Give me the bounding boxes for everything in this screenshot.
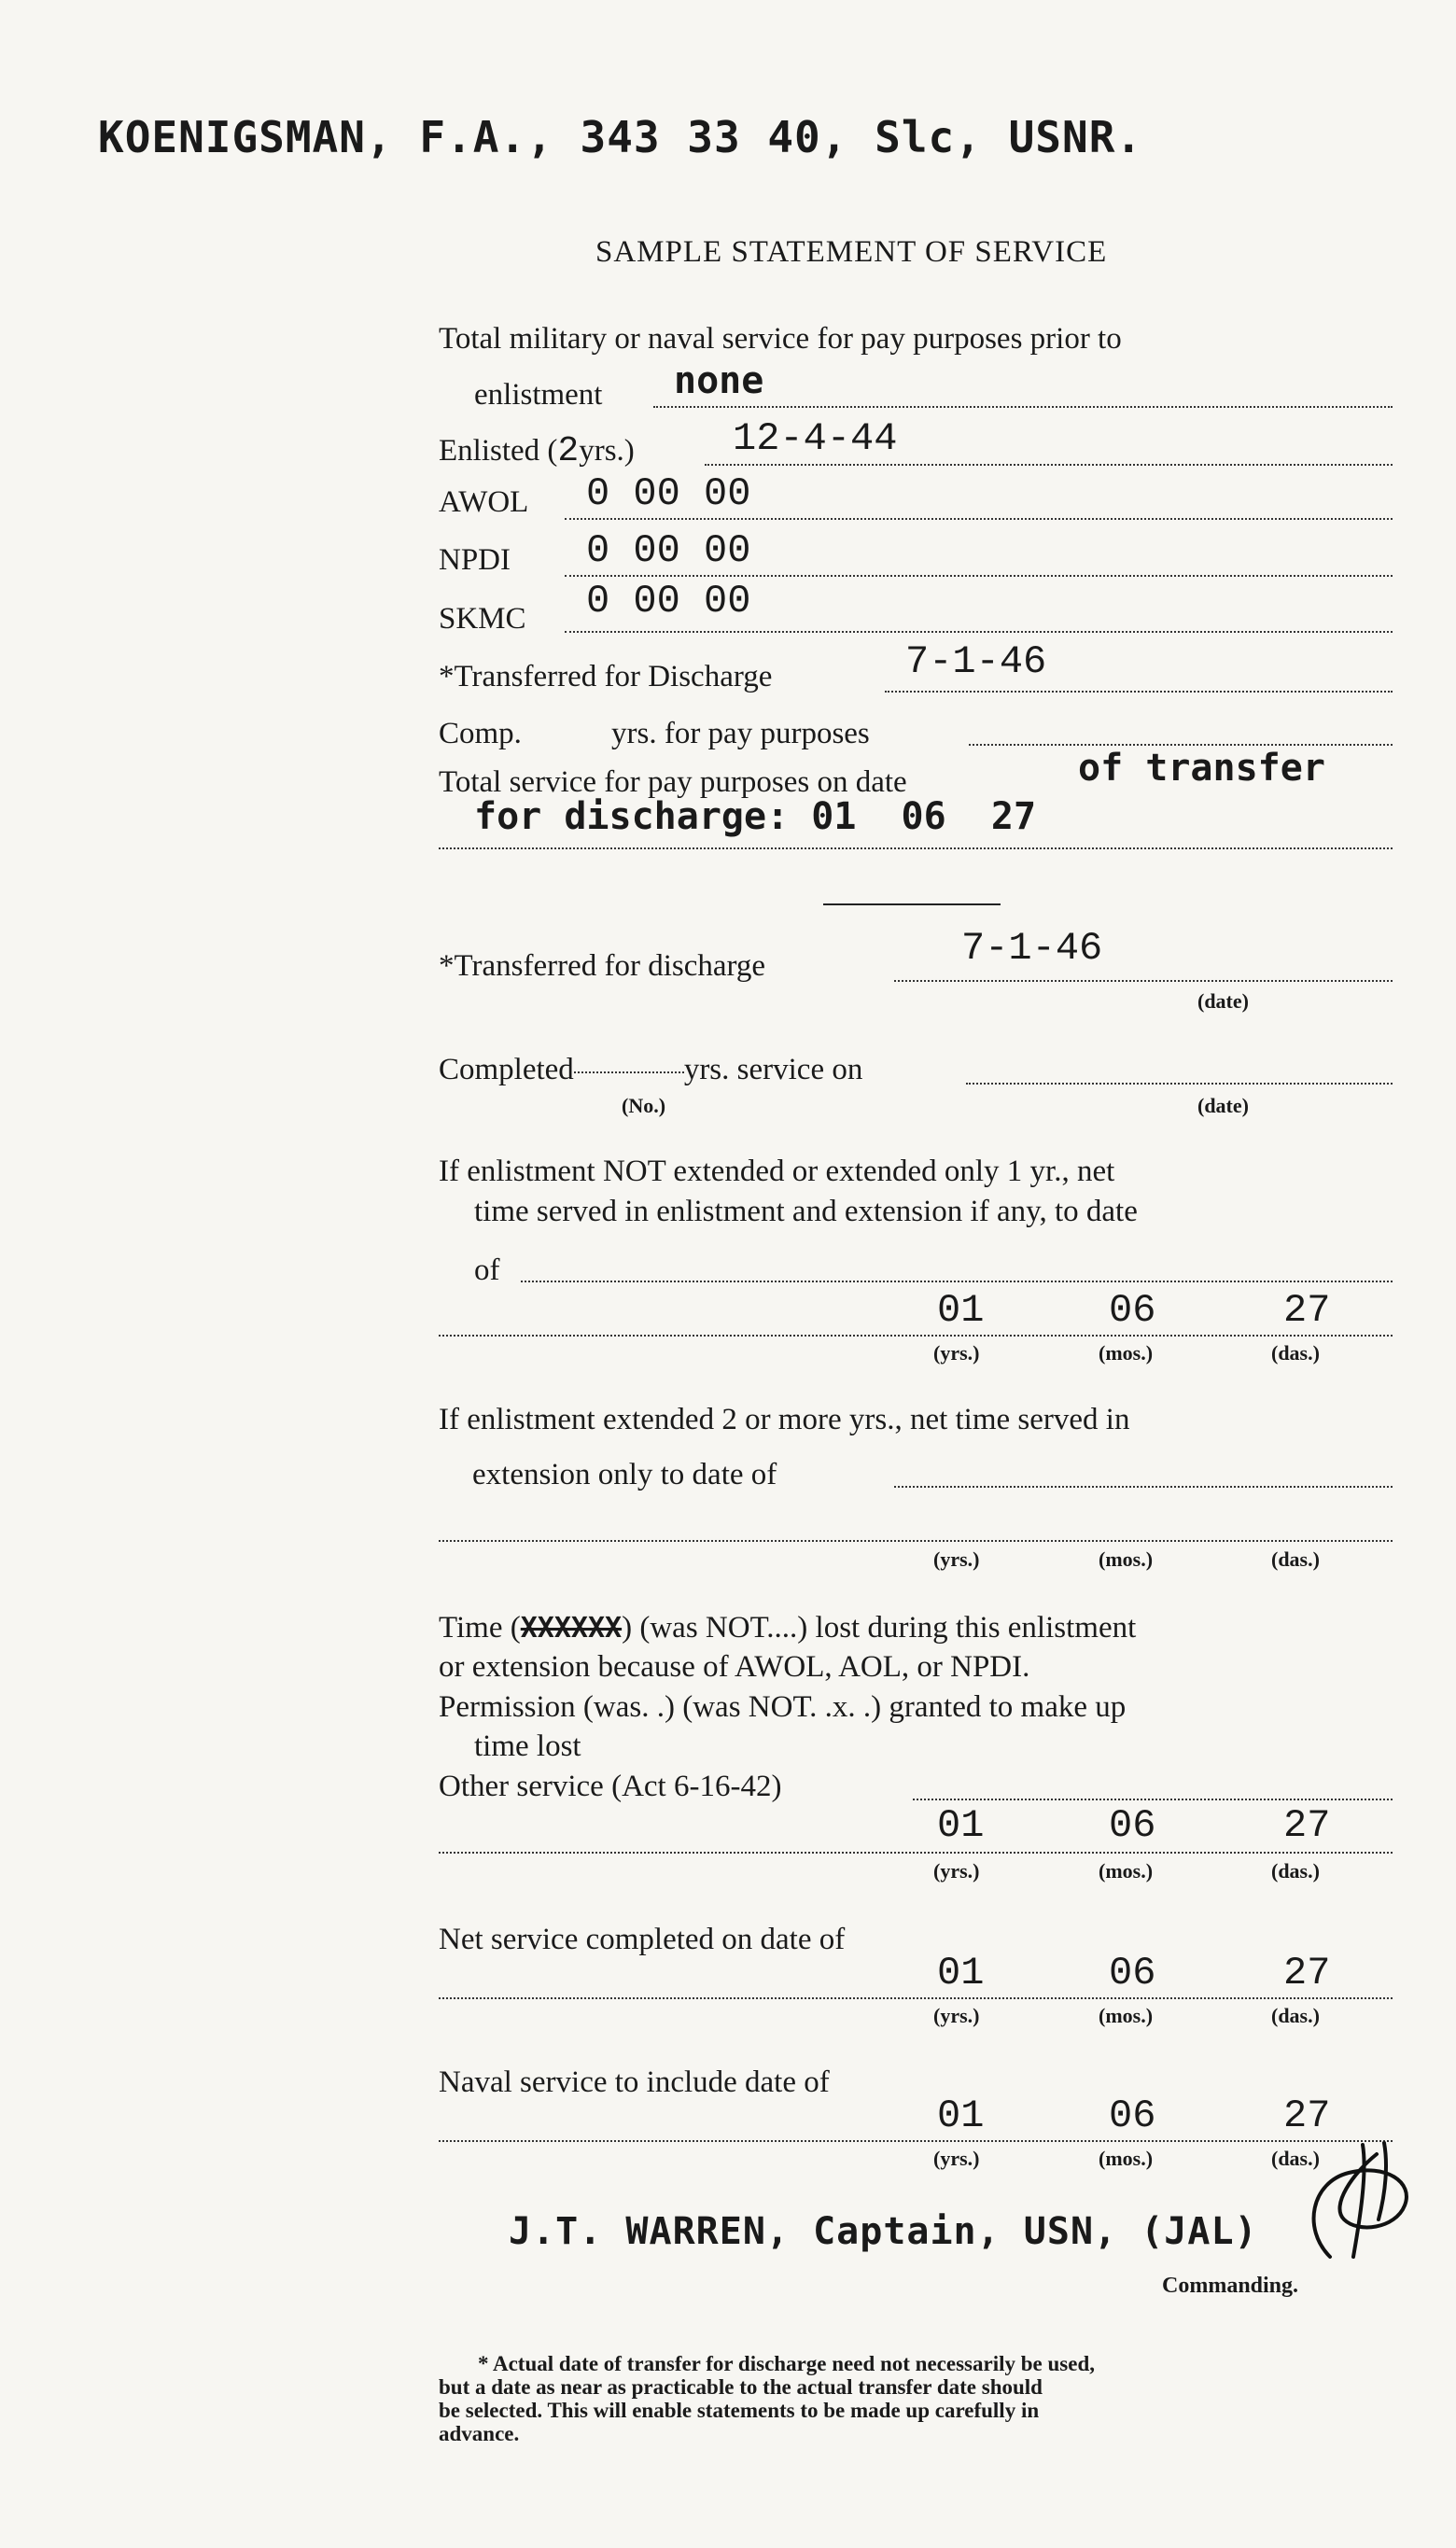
extended-das-caption: (das.) [1271, 1547, 1320, 1571]
other-service-das-caption: (das.) [1271, 1859, 1320, 1883]
prior-service-value: none [674, 359, 764, 402]
header-name-line: KOENIGSMAN, F.A., 343 33 40, Slc, USNR. [98, 112, 1143, 162]
completed-label-1: Completed [439, 1053, 574, 1086]
awol-label: AWOL [439, 485, 529, 519]
awol-value: 0 00 00 [586, 471, 751, 516]
completed-label [439, 1053, 862, 1087]
other-service-line [913, 1799, 1393, 1800]
enlisted-line [705, 464, 1393, 466]
section-divider [823, 903, 1001, 905]
comp-label: Comp. [439, 717, 522, 750]
npdi-line [565, 575, 1393, 577]
naval-service-mos-caption: (mos.) [1099, 2147, 1154, 2170]
extended-of-line [894, 1486, 1393, 1488]
npdi-label: NPDI [439, 543, 511, 577]
net-service-values-line [439, 1997, 1393, 1999]
enlisted-label-prefix: Enlisted ( [439, 434, 558, 468]
skmc-line [565, 631, 1393, 633]
transferred-1-line [885, 691, 1393, 693]
naval-service-yrs: 01 [937, 2093, 985, 2138]
comp-label-2: yrs. for pay purposes [611, 717, 870, 750]
permission-line-2: time lost [474, 1729, 581, 1763]
enlisted-date: 12-4-44 [733, 416, 898, 461]
footnote-line-1: * Actual date of transfer for discharge need not necessarily be used, [478, 2352, 1095, 2375]
not-extended-line-1: If enlistment NOT extended or extended only 1 yr., net [439, 1155, 1115, 1188]
not-extended-values-line [439, 1335, 1393, 1337]
skmc-label: SKMC [439, 602, 526, 636]
naval-service-values-line [439, 2140, 1393, 2142]
extended-line-2: extension only to date of [472, 1458, 777, 1491]
net-service-yrs-caption: (yrs.) [933, 2004, 980, 2027]
transferred-2-label: *Transferred for discharge [439, 949, 766, 983]
npdi-value: 0 00 00 [586, 528, 751, 573]
net-service-label: Net service completed on date of [439, 1923, 846, 1956]
extended-line-1: If enlistment extended 2 or more yrs., net time served in [439, 1403, 1130, 1436]
total-service-label: Total service for pay purposes on date [439, 765, 907, 799]
not-extended-das-caption: (das.) [1271, 1341, 1320, 1365]
not-extended-line-3: of [474, 1253, 500, 1287]
permission-line-1: Permission (was. .) (was NOT. .x. .) granted to make up [439, 1690, 1127, 1724]
other-service-yrs-caption: (yrs.) [933, 1859, 980, 1883]
other-service-das: 27 [1283, 1803, 1331, 1848]
transferred-1-value: 7-1-46 [905, 639, 1047, 684]
total-service-value-1: of transfer [1078, 747, 1325, 790]
extended-mos-caption: (mos.) [1099, 1547, 1154, 1571]
not-extended-yrs: 01 [937, 1288, 985, 1333]
transferred-2-line [894, 980, 1393, 982]
signature-title: Commanding. [1162, 2274, 1299, 2298]
footnote-line-4: advance. [439, 2422, 520, 2445]
time-lost-line-1 [439, 1611, 1136, 1645]
other-service-mos-caption: (mos.) [1099, 1859, 1154, 1883]
completed-label-2: yrs. service on [683, 1053, 863, 1086]
net-service-das: 27 [1283, 1951, 1331, 1995]
awol-line [565, 518, 1393, 520]
enlisted-label-suffix: yrs.) [579, 434, 635, 468]
completed-no-blank [574, 1071, 684, 1073]
enlisted-years: 2 [557, 431, 580, 471]
other-service-values-line [439, 1852, 1393, 1854]
other-service-label: Other service (Act 6-16-42) [439, 1770, 782, 1803]
net-service-mos: 06 [1109, 1951, 1156, 1995]
transferred-1-label: *Transferred for Discharge [439, 660, 773, 693]
prior-service-label-2: enlistment [474, 378, 603, 412]
not-extended-mos-caption: (mos.) [1099, 1341, 1154, 1365]
net-service-yrs: 01 [937, 1951, 985, 1995]
not-extended-yrs-caption: (yrs.) [933, 1341, 980, 1365]
naval-service-yrs-caption: (yrs.) [933, 2147, 980, 2170]
extended-yrs-caption: (yrs.) [933, 1547, 980, 1571]
not-extended-das: 27 [1283, 1288, 1331, 1333]
completed-date-line [966, 1083, 1393, 1085]
enlisted-label [439, 431, 635, 471]
time-lost-struck: XXXXXX [520, 1612, 623, 1645]
naval-service-label: Naval service to include date of [439, 2065, 830, 2099]
time-lost-rest: ) (was NOT....) lost during this enlistment [622, 1611, 1137, 1645]
time-lost-line-2: or extension because of AWOL, AOL, or NPDI. [439, 1650, 1030, 1684]
not-extended-of-line [521, 1281, 1393, 1282]
skmc-value: 0 00 00 [586, 579, 751, 623]
footnote-line-3: be selected. This will enable statements to be made up carefully in [439, 2399, 1040, 2422]
signature-line: J.T. WARREN, Captain, USN, (JAL) [509, 2210, 1258, 2253]
comp-line [969, 744, 1393, 746]
naval-service-mos: 06 [1109, 2093, 1156, 2138]
other-service-mos: 06 [1109, 1803, 1156, 1848]
total-service-line [439, 847, 1393, 849]
extended-values-line [439, 1540, 1393, 1542]
completed-date-caption: (date) [1197, 1094, 1249, 1117]
signature-scrawl [1274, 2117, 1442, 2275]
form-title: SAMPLE STATEMENT OF SERVICE [595, 235, 1108, 269]
net-service-mos-caption: (mos.) [1099, 2004, 1154, 2027]
time-lost-prefix: Time ( [439, 1611, 521, 1645]
completed-no-caption: (No.) [622, 1094, 666, 1117]
not-extended-line-2: time served in enlistment and extension if any, to date [474, 1195, 1138, 1228]
other-service-yrs: 01 [937, 1803, 985, 1848]
footnote-line-2: but a date as near as practicable to the actual transfer date should [439, 2375, 1043, 2399]
transferred-2-value: 7-1-46 [961, 926, 1103, 971]
transferred-2-caption: (date) [1197, 989, 1249, 1013]
not-extended-mos: 06 [1109, 1288, 1156, 1333]
naval-service-das: 27 [1283, 2093, 1331, 2138]
prior-service-line [653, 406, 1393, 408]
total-service-value-2: for discharge: 01 06 27 [474, 795, 1037, 838]
net-service-das-caption: (das.) [1271, 2004, 1320, 2027]
prior-service-label-1: Total military or naval service for pay purposes prior to [439, 322, 1122, 356]
naval-service-das-caption: (das.) [1271, 2147, 1320, 2170]
